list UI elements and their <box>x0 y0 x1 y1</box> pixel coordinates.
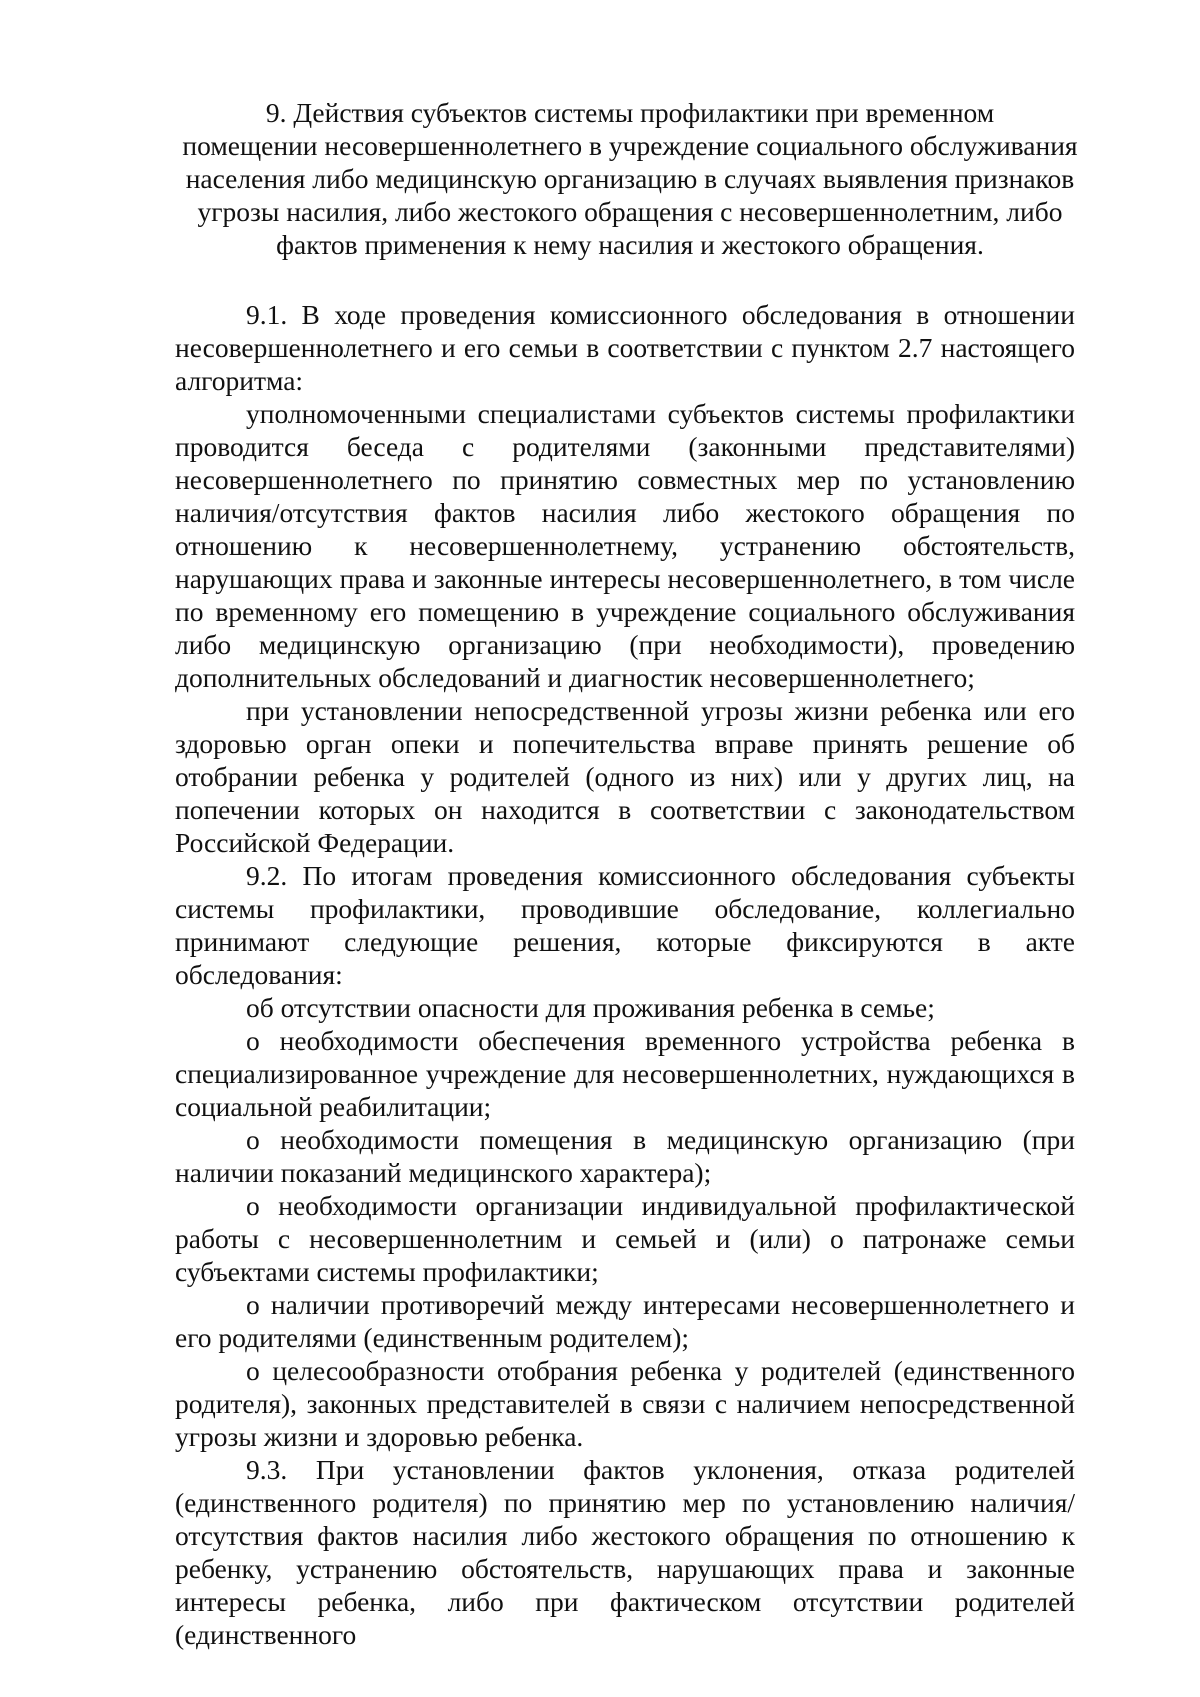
section-heading <box>180 96 1080 261</box>
paragraph-9-2: 9.2. По итогам проведения комиссионного обследования субъекты системы профилактики, проводившие обследование, коллегиально принимают следующие решения, которые фиксируются в акте обследования: <box>175 860 1075 990</box>
document-body <box>175 298 1075 1651</box>
paragraph-specialists-conversation: уполномоченными специалистами субъектов системы профилактики проводится беседа с родителями (законными представителями) несовершеннолетнего по принятию совместных мер по установлению наличия/отсутствия фактов насилия либо жестокого обращения по отношению к несовершеннолетнему, устранению обстоятельств, нарушающих права и законные интересы несовершеннолетнего, в том числе по временному его помещению в учреждение социального обслуживания либо медицинскую организацию (при необходимости), проведению дополнительных обследований и диагностик несовершеннолетнего; <box>175 398 1075 693</box>
decision-item: о необходимости организации индивидуальной профилактической работы с несовершеннолетним и семьей и (или) о патронаже семьи субъектами системы профилактики; <box>175 1190 1075 1287</box>
decision-item: о наличии противоречий между интересами несовершеннолетнего и его родителями (единственным родителем); <box>175 1289 1075 1353</box>
heading-line: помещении несовершеннолетнего в учреждение социального обслуживания <box>182 130 1078 161</box>
heading-line: угрозы насилия, либо жестокого обращения с несовершеннолетним, либо <box>197 196 1063 227</box>
heading-line: 9. Действия субъектов системы профилактики при временном <box>265 97 995 128</box>
decision-item: об отсутствии опасности для проживания ребенка в семье; <box>246 992 935 1023</box>
paragraph-9-1: 9.1. В ходе проведения комиссионного обследования в отношении несовершеннолетнего и его семьи в соответствии с пунктом 2.7 настоящего алгоритма: <box>175 299 1075 396</box>
decision-item: о необходимости обеспечения временного устройства ребенка в специализированное учреждение для несовершеннолетних, нуждающихся в социальной реабилитации; <box>175 1025 1075 1122</box>
heading-line: фактов применения к нему насилия и жестокого обращения. <box>276 229 984 260</box>
decision-item: о необходимости помещения в медицинскую организацию (при наличии показаний медицинского характера); <box>175 1124 1075 1188</box>
heading-line: населения либо медицинскую организацию в случаях выявления признаков <box>185 163 1075 194</box>
paragraph-immediate-threat: при установлении непосредственной угрозы жизни ребенка или его здоровью орган опеки и попечительства вправе принять решение об отобрании ребенка у родителей (одного из них) или у других лиц, на попечении которых он находится в соответствии с законодательством Российской Федерации. <box>175 695 1075 858</box>
paragraph-9-3: 9.3. При установлении фактов уклонения, отказа родителей (единственного родителя) по принятию мер по установлению наличия/отсутствия фактов насилия либо жестокого обращения по отношению к ребенку, устранению обстоятельств, нарушающих права и законные интересы ребенка, либо при фактическом отсутствии родителей (единственного <box>175 1454 1075 1650</box>
decision-item: о целесообразности отобрания ребенка у родителей (единственного родителя), законных представителей в связи с наличием непосредственной угрозы жизни и здоровью ребенка. <box>175 1355 1075 1452</box>
